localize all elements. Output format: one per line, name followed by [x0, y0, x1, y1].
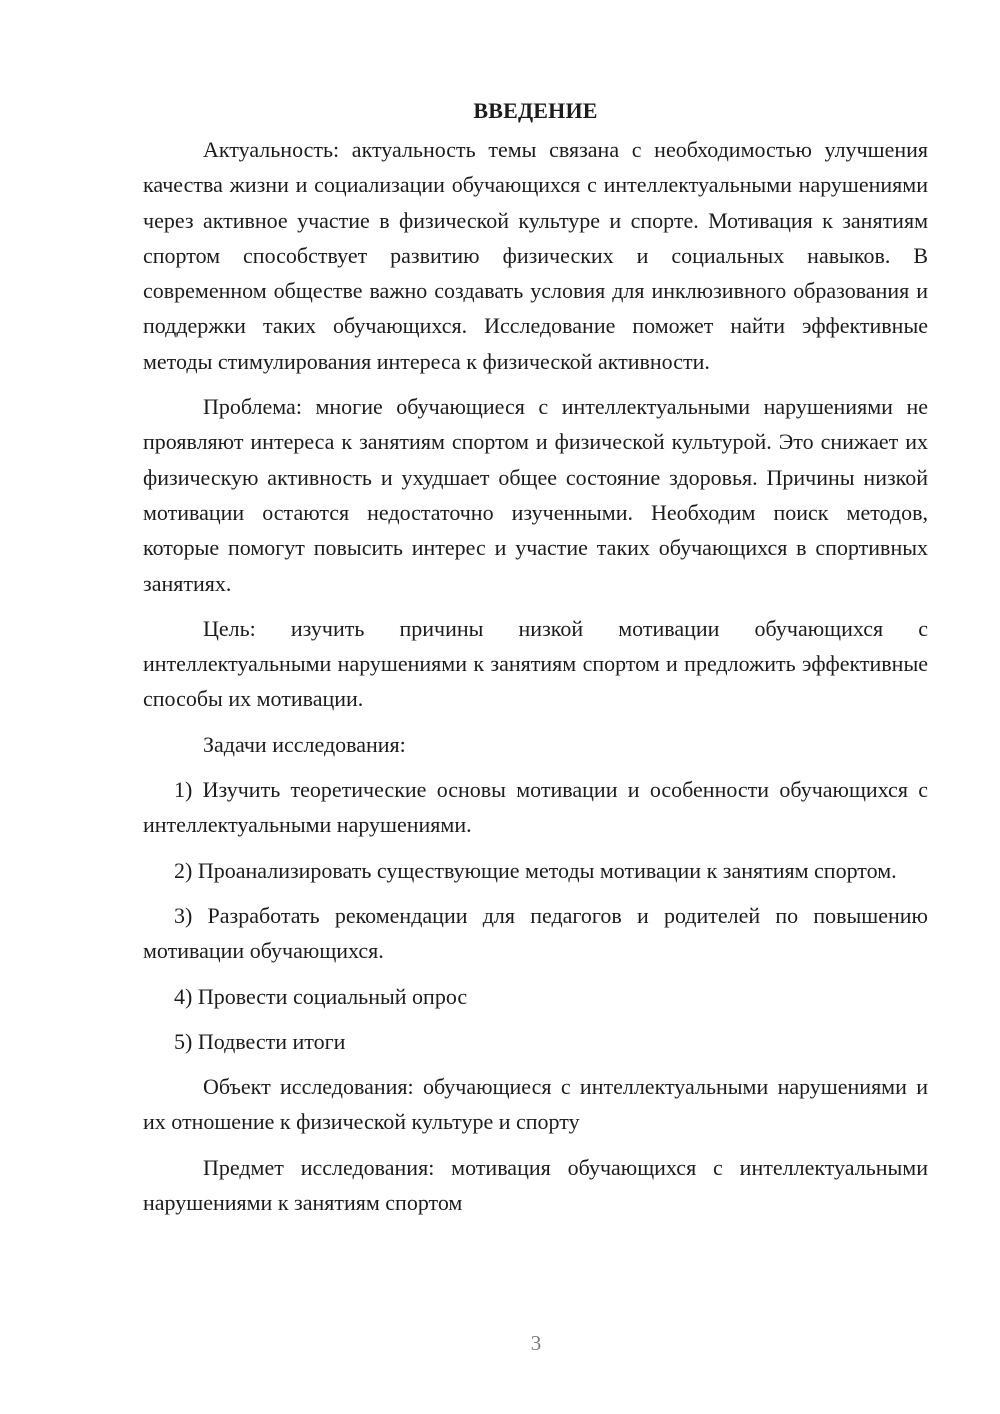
subject-paragraph: Предмет исследования: мотивация обучающихся с интеллектуальными нарушениями к занятиям спортом — [143, 1154, 928, 1216]
task-item-4: 4) Провести социальный опрос — [174, 983, 468, 1009]
page-content — [143, 93, 928, 1220]
task-item-1: 1) Изучить теоретические основы мотивации и особенности обучающихся с интеллектуальными нарушениями. — [143, 777, 928, 838]
relevance-paragraph: Актуальность: актуальность темы связана с необходимостью улучшения качества жизни и социализации обучающихся с интеллектуальными нарушениями через активное участие в физической культуре и спорте. Мотивация к занятиям спортом способствует развитию физических и социальных навыков. В современном обществе важно создавать условия для инклюзивного образования и поддержки таких обучающихся. Исследование поможет найти эффективные методы стимулирования интереса к физической активности. — [143, 137, 928, 374]
goal-paragraph: Цель: изучить причины низкой мотивации обучающихся с интеллектуальными нарушениями к занятиям спортом и предложить эффективные способы их мотивации. — [143, 615, 928, 712]
problem-paragraph: Проблема: многие обучающиеся с интеллектуальными нарушениями не проявляют интереса к занятиям спортом и физической культурой. Это снижает их физическую активность и ухудшает общее состояние здоровья. Причины низкой мотивации остаются недостаточно изученными. Необходим поиск методов, которые помогут повысить интерес и участие таких обучающихся в спортивных занятиях. — [143, 394, 928, 596]
tasks-heading: Задачи исследования: — [203, 731, 406, 757]
section-title: ВВЕДЕНИЕ — [473, 98, 598, 123]
object-paragraph: Объект исследования: обучающиеся с интеллектуальными нарушениями и их отношение к физической культуре и спорту — [143, 1074, 928, 1135]
task-item-2: 2) Проанализировать существующие методы мотивации к занятиям спортом. — [174, 857, 897, 883]
page-number: 3 — [530, 1331, 542, 1355]
task-item-3: 3) Разработать рекомендации для педагогов и родителей по повышению мотивации обучающихся. — [143, 902, 928, 964]
task-item-5: 5) Подвести итоги — [174, 1028, 346, 1054]
